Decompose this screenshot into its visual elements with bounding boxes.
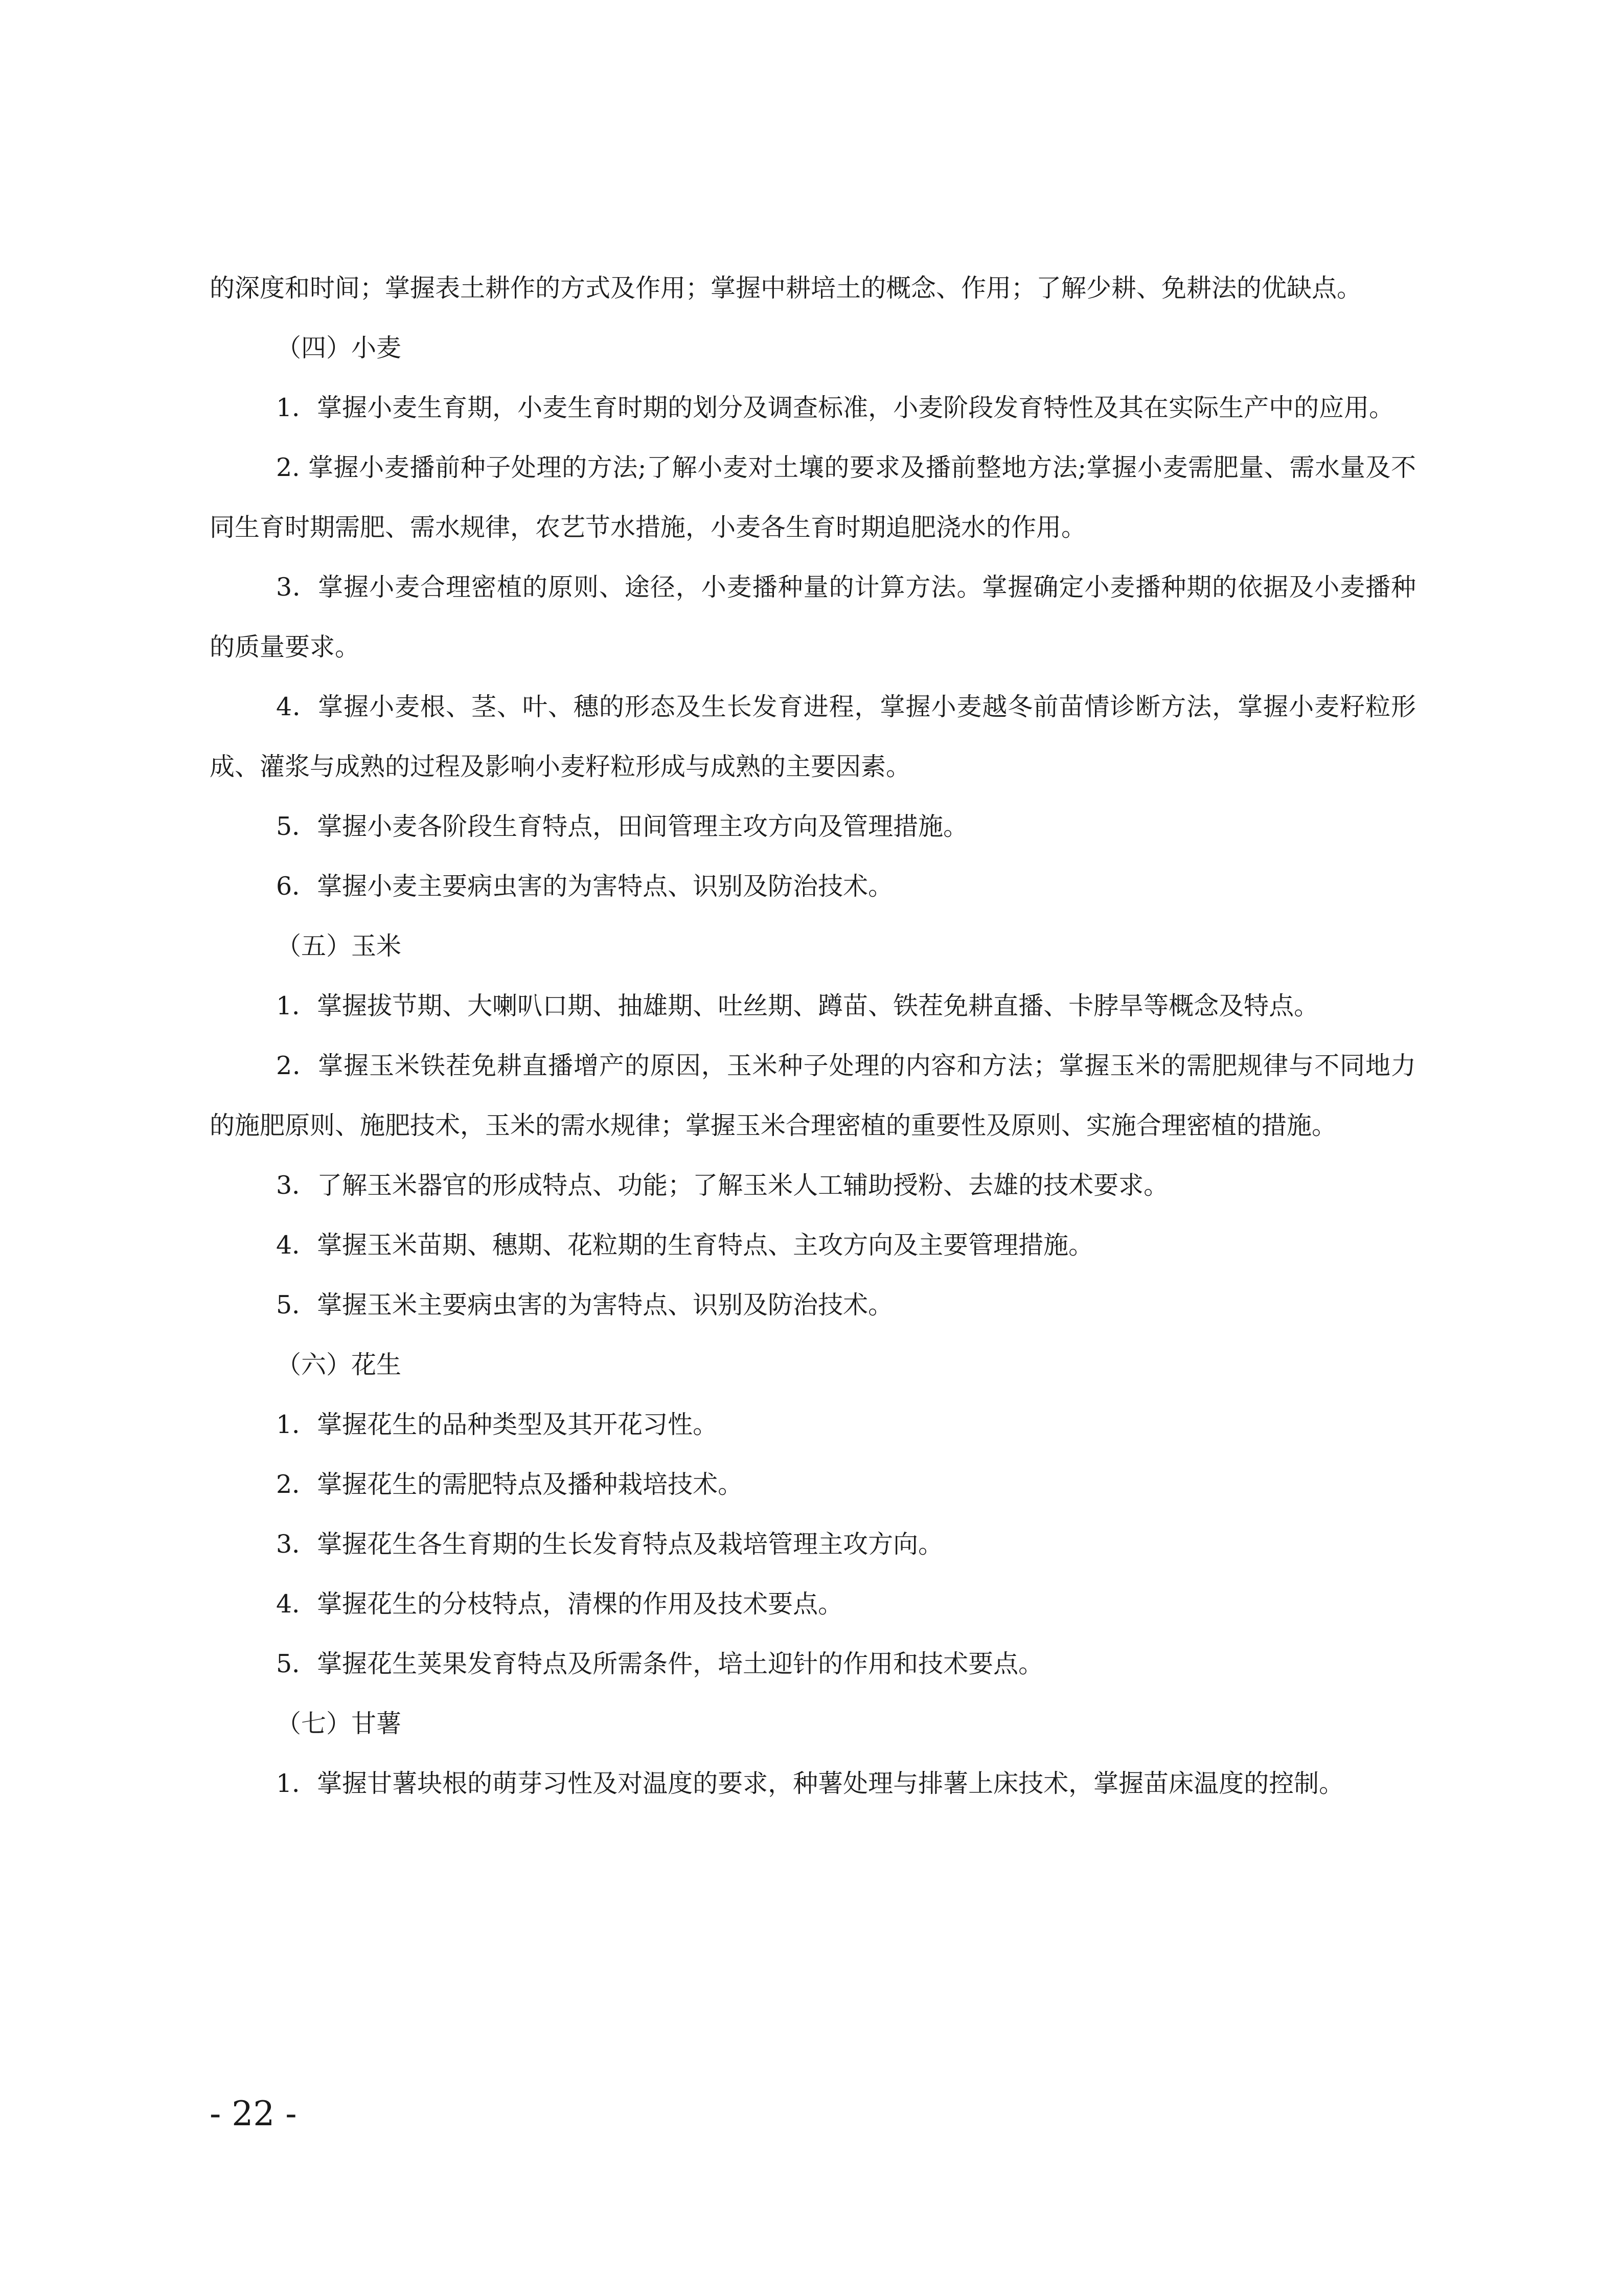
paragraph-sweet-potato-1: 1．掌握甘薯块根的萌芽习性及对温度的要求，种薯处理与排薯上床技术，掌握苗床温度的控制。 bbox=[276, 1769, 1344, 1798]
paragraph-peanut-1: 1．掌握花生的品种类型及其开花习性。 bbox=[276, 1410, 718, 1439]
paragraph-corn-5: 5．掌握玉米主要病虫害的为害特点、识别及防治技术。 bbox=[276, 1290, 894, 1320]
paragraph-wheat-5: 5．掌握小麦各阶段生育特点，田间管理主攻方向及管理措施。 bbox=[276, 812, 969, 841]
paragraph-corn-4: 4．掌握玉米苗期、穗期、花粒期的生育特点、主攻方向及主要管理措施。 bbox=[276, 1231, 1094, 1260]
paragraph-peanut-3: 3．掌握花生各生育期的生长发育特点及栽培管理主攻方向。 bbox=[276, 1530, 944, 1559]
paragraph-corn-1: 1．掌握拔节期、大喇叭口期、抽雄期、吐丝期、蹲苗、铁茬免耕直播、卡脖旱等概念及特点。 bbox=[276, 991, 1319, 1020]
paragraph-corn-2: 2．掌握玉米铁茬免耕直播增产的原因，玉米种子处理的内容和方法；掌握玉米的需肥规律与不同地力的施肥原则、施肥技术，玉米的需水规律；掌握玉米合理密植的重要性及原则、实施合理密植的措施。 bbox=[210, 1051, 1416, 1140]
section-heading-corn: （五）玉米 bbox=[276, 931, 402, 961]
paragraph-wheat-1: 1．掌握小麦生育期，小麦生育时期的划分及调查标准，小麦阶段发育特性及其在实际生产中的应用。 bbox=[276, 393, 1395, 422]
section-heading-sweet-potato: （七）甘薯 bbox=[276, 1709, 402, 1738]
paragraph-wheat-3: 3．掌握小麦合理密植的原则、途径，小麦播种量的计算方法。掌握确定小麦播种期的依据及小麦播种的质量要求。 bbox=[210, 573, 1416, 662]
paragraph-peanut-2: 2．掌握花生的需肥特点及播种栽培技术。 bbox=[276, 1470, 743, 1499]
paragraph-corn-3: 3．了解玉米器官的形成特点、功能；了解玉米人工辅助授粉、去雄的技术要求。 bbox=[276, 1171, 1169, 1200]
paragraph-wheat-6: 6．掌握小麦主要病虫害的为害特点、识别及防治技术。 bbox=[276, 872, 894, 901]
document-body bbox=[210, 258, 1416, 1813]
paragraph-wheat-4: 4．掌握小麦根、茎、叶、穗的形态及生长发育进程，掌握小麦越冬前苗情诊断方法，掌握小麦籽粒形成、灌浆与成熟的过程及影响小麦籽粒形成与成熟的主要因素。 bbox=[210, 692, 1416, 781]
paragraph-peanut-4: 4．掌握花生的分枝特点，清棵的作用及技术要点。 bbox=[276, 1589, 843, 1619]
section-heading-peanut: （六）花生 bbox=[276, 1350, 402, 1379]
page-number: - 22 - bbox=[210, 2094, 297, 2133]
paragraph-0: 的深度和时间；掌握表土耕作的方式及作用；掌握中耕培土的概念、作用；了解少耕、免耕法的优缺点。 bbox=[210, 274, 1362, 303]
section-heading-wheat: （四）小麦 bbox=[276, 333, 402, 362]
paragraph-wheat-2: 2. 掌握小麦播前种子处理的方法;了解小麦对土壤的要求及播前整地方法;掌握小麦需肥量、需水量及不同生育时期需肥、需水规律，农艺节水措施，小麦各生育时期追肥浇水的作用。 bbox=[210, 453, 1416, 542]
paragraph-peanut-5: 5．掌握花生荚果发育特点及所需条件，培土迎针的作用和技术要点。 bbox=[276, 1649, 1044, 1678]
